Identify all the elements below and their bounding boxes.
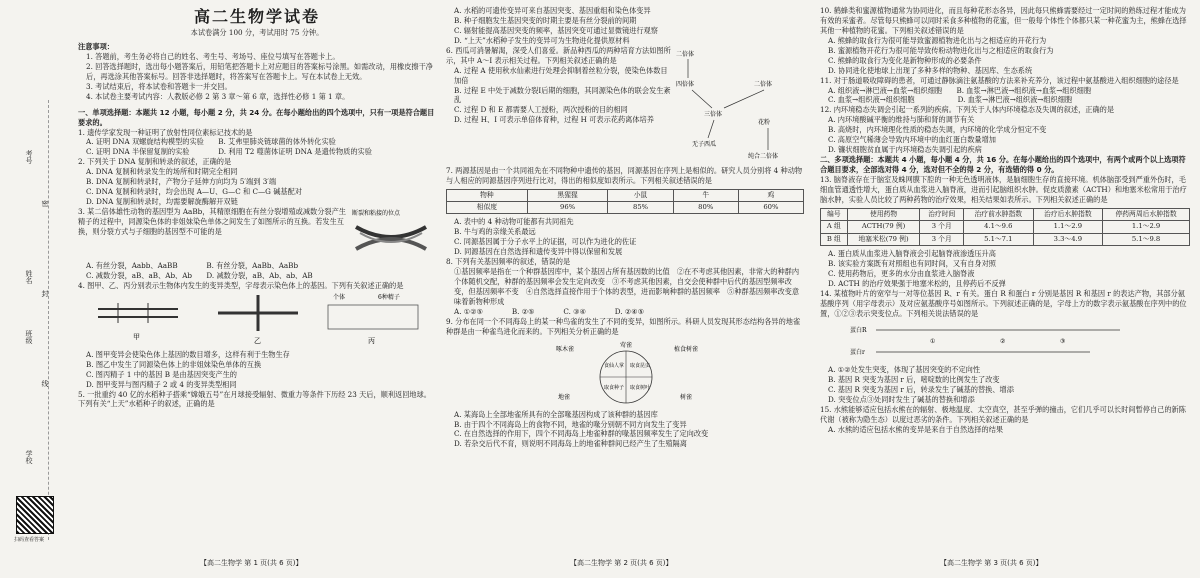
finch-label: 取食种子 — [604, 384, 625, 391]
option-text: B. 由于四个不同海岛上的食物不同，地雀的喙分别朝不同方向发生了变异 — [454, 419, 687, 429]
table-cell: 1.1～2.9 — [1033, 221, 1103, 233]
protein-r-label: 蛋白R — [850, 327, 867, 335]
finch-label: 树雀 — [680, 393, 693, 401]
table-cell: 地塞米松(79 例) — [847, 233, 920, 245]
question-text: 13. 脑脊液存在于脑室及蛛网膜下腔的一种无色透明液体，是脑细胞生存的直接环境。机体脑部受到严重外伤时，毛细血管通透性增大，蛋白质从血浆进入脑脊液，进而引起脑组织水肿。促皮质激素（ACTH）和地塞米松常用于治疗脑水肿，实验人员比较了两种药物的治疗效果，相关结果如表所示。下列相关叙述正确的是 — [820, 174, 1187, 204]
table-cell: 80% — [673, 202, 738, 214]
page-2-column — [446, 6, 804, 554]
table-header: 编号 — [821, 208, 848, 220]
table-cell: 5.1～7.1 — [964, 233, 1034, 245]
node-seedless: 无子西瓜 — [692, 140, 717, 148]
diagram-label-individual: 个体 — [333, 293, 346, 301]
option-text: D. 过程 H、I 可表示单倍体育种，过程 H 可表示花药离体培养 — [454, 115, 654, 125]
question-text: 7. 两源基因是由一个共同祖先在不同物种中遗传的基因，同源基因在序列上是相似的。研究人员分别将 4 种动物与人相应的同源基因序列进行比对，得出的相似度如表所示。下列相关叙述错误的是 — [446, 165, 803, 185]
margin-stamp-seal: 密 — [41, 200, 49, 207]
option-text: A. 蛋白质从血浆进入脑脊液会引起脑脊液渗透压升高 — [828, 248, 996, 258]
option-text: B. 图乙中发生了同源染色体上的非姐妹染色单体的互换 — [86, 359, 262, 369]
table-cell: 3 个月 — [920, 233, 964, 245]
option-text: C. 在自然选择的作用下，四个不同海岛上地雀种群的喙基因频率发生了定向改变 — [454, 429, 709, 439]
qr-caption: 扫码查看答案 — [14, 537, 45, 543]
option-text: B. 种子细胞发生基因突变的时期主要是有丝分裂前的间期 — [454, 15, 637, 25]
finch-label: 植食树雀 — [674, 345, 699, 353]
table-cell: 相似度 — [447, 202, 528, 214]
table-header-row — [447, 189, 804, 201]
option-text: C. 图丙精子 1 中的基因 B 是由基因突变产生的 — [86, 369, 237, 379]
option-text: D. 突变位点③处同时发生了碱基的替换和增添 — [828, 395, 975, 405]
qr-code[interactable] — [16, 496, 54, 534]
question-text: 1. 遗传学家发现一种证明了放射性同位素标记技术的是 — [78, 127, 253, 137]
node-diploid: 二倍体 — [676, 50, 695, 58]
question-text: 8. 下列有关基因频率的叙述，错误的是 — [446, 257, 571, 267]
table-header: 治疗前水肿指数 — [964, 208, 1034, 220]
option-text: D. 镰状细胞贫血属于内环境稳态失调引起的疾病 — [828, 145, 982, 155]
node-homozygous: 纯合二倍体 — [748, 152, 779, 160]
table-header: 物种 — [447, 189, 528, 201]
table-header: 停药两周后水肿指数 — [1103, 208, 1190, 220]
option-text: C. DNA 复制和转录时，均会出现 A—U、G—C 和 C—G 碱基配对 — [86, 187, 302, 197]
option-text: B. DNA 复制和转录时，产物分子延伸方向均为 5′端到 3′端 — [86, 177, 277, 187]
option-text: D. “上天”水稻种子发生的变异可为生物进化提供原材料 — [454, 35, 630, 45]
question-text: 6. 西瓜可消暑解渴，深受人们喜爱。新品种西瓜的两种培育方法如图所示，其中 A～I 表示相关过程。下列相关叙述正确的是 — [446, 45, 671, 65]
statement-text: ①基因频率是指在一个种群基因库中，某个基因占所有基因数的比值 ②在不考虑其他因素，非常大的种群内个体随机交配，种群的基因频率会发生定向改变 ③不考虑其他因素，自交会使种群中后代的基因型频率改变，但基因频率不变 ④自然选择直接作用于个体的表型，进而影响种群的基因频率 ⑤种群基因频率改变意味着新物种形成 — [454, 267, 800, 306]
finch-label: 取食昆虫 — [630, 362, 651, 369]
table-cell: 60% — [738, 202, 803, 214]
section-2-heading: 二、多项选择题：本题共 4 小题，每小题 4 分，共 16 分。在每小题给出的四个选项中，有两个或两个以上选项符合题目要求，全部选对得 4 分，选对但不全的得 2 分，有选错的得 0 分。 — [820, 155, 1186, 174]
finch-label: 莺雀 — [620, 341, 633, 349]
page-footer: 【高二生物学 第 2 页(共 6 页)】 — [570, 559, 673, 567]
option-text: A. 内环境酸碱平衡的维持与肺和肾的调节有关 — [828, 115, 975, 125]
node-pollen: 花粉 — [758, 118, 771, 126]
margin-label-class: 班级 — [25, 330, 33, 344]
option-text: B. 过程 E 中处于减数分裂Ⅰ后期的细胞，其同源染色体的联会发生紊乱 — [454, 85, 671, 105]
table-cell: 85% — [608, 202, 673, 214]
option-text: C. 基因 R 突变为基因 r 后，转录发生了碱基的替换、增添 — [828, 385, 1014, 395]
question-text: 15. 水熊能够适应包括水熊在的辐射、极地温度、太空真空，甚至乎弹的撞击，它们几乎可以长时间暂停自己的新陈代谢（被称为隐生态）以度过恶劣的条件。下列相关叙述正确的是 — [820, 405, 1186, 425]
option-text: A. 水熊的适应包括水熊的变异是来自于自然选择的结果 — [828, 425, 1004, 434]
diagram-label-bing: 丙 — [368, 336, 375, 345]
option-text: B. 该实验方案既有对照组也有同时间，又有自身对照 — [828, 258, 996, 268]
diagram-label-yi: 乙 — [254, 336, 261, 345]
crossover-diagram — [346, 207, 436, 261]
table-header: 治疗时间 — [920, 208, 964, 220]
option-text: C. 血浆→组织液→组织细胞 D. 血浆→淋巴液→组织液→组织细胞 — [828, 95, 1073, 105]
question-3-block — [78, 207, 436, 261]
finch-label: 地雀 — [558, 393, 571, 401]
option-text: C. 同源基因属于分子水平上的证据，可以作为进化的佐证 — [454, 237, 637, 247]
table-cell: 3 个月 — [920, 221, 964, 233]
exam-subtitle: 本试卷满分 100 分，考试用时 75 分钟。 — [190, 28, 324, 38]
table-header: 鸡 — [738, 189, 803, 201]
option-text: C. 减数分裂，aB、aB、Ab、Ab D. 减数分裂，aB、Ab、ab、AB — [86, 270, 313, 280]
option-text: B. 牛与鸡的亲缘关系最远 — [454, 227, 536, 237]
option-text: C. 证明 DNA 半保留复制的实验 D. 利用 T2 噬菌体证明 DNA 是遗传物质的实验 — [86, 147, 372, 157]
question-text: 14. 某植物叶片的宽窄与一对等位基因 R、r 有关。蛋白 R 和蛋白 r 分别是基因 R 和基因 r 的表达产物，其部分氨基酸序列（用字母表示）及对应氨基酸序号如图所示。下列叙述正确的是，字母上方的数字表示氨基酸在序列中的位置，①②③表示突变位点。下列相关说法错误的是 — [820, 288, 1187, 318]
table-cell: B 组 — [821, 233, 848, 245]
mutation-site-3: ③ — [1060, 338, 1066, 346]
node-triploid: 三倍体 — [704, 110, 723, 118]
notice-item: 4. 本试卷主要考试内容：人教版必修 2 第 3 章～第 6 章，选择性必修 1 第 1 章。 — [86, 91, 350, 101]
table-cell: A 组 — [821, 221, 848, 233]
option-text: A. 有丝分裂，Aabb、AaBB B. 有丝分裂，AaBb、AaBb — [86, 261, 299, 271]
diagram-label-sperm: 6种精子 — [378, 293, 400, 301]
question-text: 12. 内环境稳态失调会引起一系列的疾病。下列关于人体内环境稳态及失调的叙述，正确的是 — [820, 105, 1115, 115]
exam-title: 高二生物学试卷 — [193, 7, 320, 26]
option-text: C. 熊蜂的取食行为变化是新物种形成的必要条件 — [828, 55, 982, 65]
option-text: A. 组织液→淋巴液→血浆→组织细胞 B. 血浆→淋巴液→组织液→血浆→组织细胞 — [828, 85, 1092, 95]
table-cell: 5.1～9.8 — [1103, 233, 1190, 245]
option-text: A. ①②处发生突变，体现了基因突变的不定向性 — [828, 365, 981, 375]
notice-item: 1. 答题前，考生务必将自己的姓名、考生号、考场号、座位号填写在答题卡上。 — [86, 51, 340, 61]
notice-item: 2. 回答选择题时，选出每小题答案后，用铅笔把答题卡上对应题目的答案标号涂黑。如需改动，用橡皮擦干净后，再选涂其他答案标号。回答非选择题时，将答案写在答题卡上。写在本试卷上无效。 — [86, 61, 433, 81]
margin-label-name: 姓名 — [25, 270, 33, 284]
finch-label: 啄木雀 — [556, 345, 575, 353]
finch-diagram — [446, 337, 804, 407]
node-diploid-2: 二倍体 — [754, 80, 773, 88]
protein-r-mutant-label: 蛋白r — [850, 349, 865, 357]
table-cell: 1.1～2.9 — [1103, 221, 1190, 233]
table-header: 使用药物 — [847, 208, 920, 220]
question-text: 11. 对于肠道吸收障碍的患者，可通过静脉滴注氨基酸的方法来补充养分，该过程中氨基酸进入组织细胞的途径是 — [820, 75, 1179, 85]
page-footer: 【高二生物学 第 1 页(共 6 页)】 — [200, 559, 303, 567]
table-header: 黑猩猩 — [527, 189, 608, 201]
option-text: D. 同源基因在自然选择和遗传变异中得以保留和发展 — [454, 247, 623, 257]
option-text: D. 若杂交后代不育，则说明不同海岛上的地雀种群间已经产生了生殖隔离 — [454, 439, 687, 449]
option-text: B. 基因 R 突变为基因 r 后，嘧啶数的比例发生了改变 — [828, 375, 1000, 385]
option-text: B. 高烧时，内环境理化性质的稳态失调，内环境的化学成分恒定不变 — [828, 125, 1047, 135]
question-text: 3. 某二倍体雄性动物的基因型为 AaBb，其精原细胞在有丝分裂增殖或减数分裂产生精子的过程中，同源染色体的非姐妹染色单体之间发生了如图所示的互换。若发生互换，则分裂方式与子细胞的基因型不可能的是 — [78, 207, 346, 236]
table-cell: 3.3～4.9 — [1033, 233, 1103, 245]
question-text: 10. 鹤蜂类和蜜源植物通常为协同进化，而且每种花形态各异，因此每只熊蜂需要经过一定时间的熟练过程才能成为有效的采蜜者。尽管每只熊蜂可以同时采食多种植物的花蜜，但一般每个体性个体都只某一种花蜜为主，熊蜂在选择其他一种植物的花蜜。下列相关叙述错误的是 — [820, 6, 1187, 35]
option-text: A. 某海岛上全部地雀所具有的全部喙基因构成了该种群的基因库 — [454, 409, 658, 419]
watermelon-breeding-diagram — [674, 46, 804, 166]
table-header: 小鼠 — [608, 189, 673, 201]
protein-sequence-diagram — [820, 318, 1190, 362]
option-text: A. DNA 复制和转录发生的场所和时期完全相同 — [86, 167, 238, 177]
table-header: 治疗后水肿指数 — [1033, 208, 1103, 220]
notice-item: 3. 考试结束后，将本试卷和答题卡一并交回。 — [86, 81, 232, 91]
variation-diagram — [78, 291, 428, 347]
table-row — [447, 202, 804, 214]
crossover-caption: 断裂和粘接的位点 — [352, 210, 401, 218]
finch-label: 取食树叶 — [630, 384, 651, 391]
table-cell: 96% — [527, 202, 608, 214]
option-text: C. 过程 D 和 E 都需要人工授粉，两次授粉的目的相同 — [454, 105, 628, 115]
option-text: D. 协同进化使地球上出现了多种多样的物种、基因库、生态系统 — [828, 65, 1033, 75]
option-text: D. 图甲变异与图丙精子 2 或 4 的变异类型相同 — [86, 379, 237, 389]
page-3-column — [820, 6, 1190, 554]
edema-table — [820, 208, 1190, 246]
option-text: A. ①②⑤ B. ②⑤ C. ③④ D. ②④⑤ — [454, 306, 645, 316]
margin-label-exam-number: 考号 — [25, 150, 33, 164]
similarity-table — [446, 189, 804, 215]
option-text: D. DNA 复制和转录时，均需要解旋酶解开双链 — [86, 197, 238, 207]
margin-stamp-cover: 封 — [41, 290, 49, 297]
option-text: A. 证明 DNA 双螺旋结构模型的实验 B. 艾弗里肺炎链球菌的体外转化实验 — [86, 137, 336, 147]
node-tetraploid: 四倍体 — [676, 80, 695, 88]
margin-stamp-line: 线 — [41, 380, 49, 387]
option-text: C. 高原空气稀薄会导致内环境中的血红蛋白数量增加 — [828, 135, 996, 145]
option-text: D. ACTH 的治疗效果强于地塞米松的，且停药后不反弹 — [828, 278, 1006, 288]
table-header-row — [821, 208, 1190, 220]
option-text: A. 表中的 4 种动物可能都有共同祖先 — [454, 217, 574, 227]
question-text: 4. 图甲、乙、丙分别表示生物体内发生的变异类型，字母表示染色体上的基因。下列有关叙述正确的是 — [78, 280, 404, 290]
option-text: A. 过程 A 使用秋水仙素进行处理会抑制着丝粒分裂，使染色体数目加倍 — [454, 65, 668, 85]
mutation-site-1: ① — [930, 338, 936, 346]
question-6-block — [446, 46, 804, 166]
option-text: C. 辐射能提高基因突变的频率，基因突变可通过显微镜进行观察 — [454, 25, 658, 35]
table-header: 牛 — [673, 189, 738, 201]
table-row — [821, 221, 1190, 233]
notice-title: 注意事项： — [78, 42, 114, 52]
finch-label: 食仙人掌 — [604, 362, 625, 369]
option-text: A. 水稻的可遗传变异可来自基因突变、基因重组和染色体变异 — [454, 6, 651, 15]
margin-label-school: 学校 — [25, 450, 33, 464]
question-text: 9. 分布在同一个不同海岛上的某一种鸟雀的发生了不同的变异，如图所示。科研人员发现其形态结构各异的地雀种群是由一种雀鸟进化而来的。下列相关分析正确的是 — [446, 316, 801, 336]
page-1-column — [78, 6, 436, 554]
option-text: C. 使用药物后，更多的水分由血浆进入脑脊液 — [828, 268, 975, 278]
option-text: A. 图甲变异会使染色体上基因的数目增多，这样有利于生物生存 — [86, 349, 290, 359]
table-row — [821, 233, 1190, 245]
option-text: A. 熊蜂的取食行为很可能导致蜜源植物进化出与之相适应的开花行为 — [828, 35, 1047, 45]
page-footer: 【高二生物学 第 3 页(共 6 页)】 — [940, 559, 1043, 567]
option-text: B. 蜜源植物开花行为很可能导致传粉动物进化出与之相适应的取食行为 — [828, 45, 1054, 55]
question-text: 2. 下列关于 DNA 复制和转录的叙述，正确的是 — [78, 157, 232, 167]
mutation-site-2: ② — [1000, 338, 1006, 346]
table-cell: 4.1～9.6 — [964, 221, 1034, 233]
question-text: 5. 一批重约 40 亿的水稻种子搭乘“嫦娥五号”在月球接受辐射、微重力等条件下历经 23 天后，顺利返回地球。下列有关“上天”水稻种子的叙述，正确的是 — [78, 389, 431, 409]
section-1-heading: 一、单项选择题：本题共 12 小题，每小题 2 分，共 24 分。在每小题给出的四个选项中，只有一项是符合题目要求的。 — [78, 107, 435, 127]
binding-dashed-line — [48, 100, 49, 540]
diagram-label-jia: 甲 — [133, 332, 140, 341]
table-cell: ACTH(79 例) — [847, 221, 920, 233]
